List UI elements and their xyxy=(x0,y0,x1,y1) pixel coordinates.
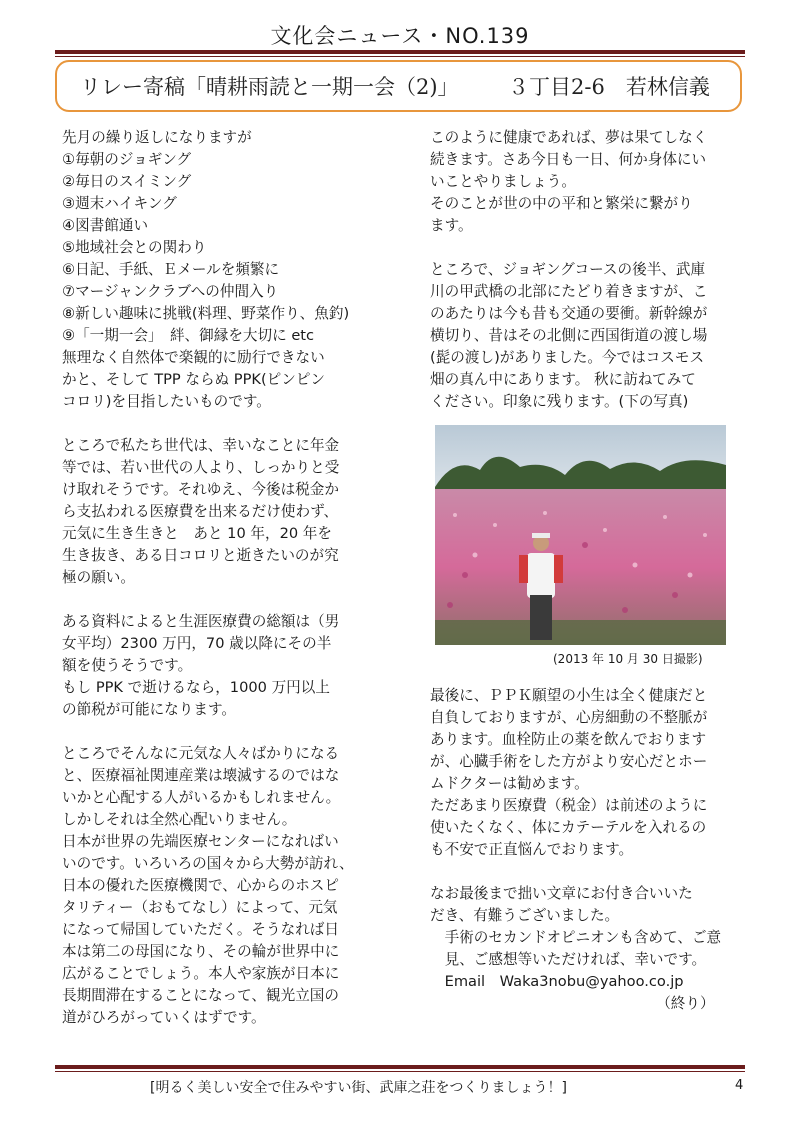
text-line: ⑤地域社会との関わり xyxy=(62,239,207,256)
text-line: ①毎朝のジョギング xyxy=(62,151,192,168)
text-line: が、心臓手術をした方がより安心だとホー xyxy=(430,753,708,770)
text-line: ⑥日記、手紙、Ｅメールを頻繁に xyxy=(62,261,280,278)
text-line: 極の願い。 xyxy=(62,569,135,586)
text-line: （終り） xyxy=(430,995,715,1012)
text-line: だき、有難うございました。 xyxy=(430,907,620,924)
text-line: ただあまり医療費（税金）は前述のように xyxy=(430,797,708,814)
text-line: も不安で正直悩んでおります。 xyxy=(430,841,634,858)
text-line: 日本が世界の先端医療センターになればい xyxy=(62,833,339,850)
text-line xyxy=(62,589,392,611)
text-line: 日本の優れた医療機関で、心からのホスピ xyxy=(62,877,339,894)
photo-image xyxy=(435,425,726,645)
text-line: 最後に、ＰＰＫ願望の小生は全く健康だと xyxy=(430,687,708,704)
text-line: 生き抜き、ある日コロリと逝きたいのが究 xyxy=(62,547,339,564)
text-line: 見、ご感想等いただければ、幸いです。 xyxy=(430,951,707,968)
text-line: 等では、若い世代の人より、しっかりと受 xyxy=(62,459,340,476)
text-line: 無理なく自然体で楽観的に励行できない xyxy=(62,349,325,366)
text-line: ③週末ハイキング xyxy=(62,195,177,212)
text-line: ます。 xyxy=(430,217,473,234)
text-line: ください。印象に残ります。(下の写真) xyxy=(430,393,689,410)
text-line: の節税が可能になります。 xyxy=(62,701,236,718)
text-line: そのことが世の中の平和と繁栄に繋がり xyxy=(430,195,693,212)
text-line: (髭の渡し)がありました。今ではコスモス xyxy=(430,349,705,366)
text-line: 額を使うそうです。 xyxy=(62,657,193,674)
right-column-top xyxy=(430,127,750,413)
text-line: 女平均）2300 万円，70 歳以降にその半 xyxy=(62,635,332,652)
text-line: 長期間滞在することになって、観光立国の xyxy=(62,987,339,1004)
text-line: になって帰国していただく。そうなれば日 xyxy=(62,921,339,938)
text-line: と、医療福祉関連産業は壊滅するのではな xyxy=(62,767,340,784)
text-line: 手術のセカンドオピニオンも含めて、ご意 xyxy=(430,929,722,946)
text-line xyxy=(430,861,750,883)
footer-rule-thin xyxy=(55,1071,745,1072)
text-line: いのです。いろいろの国々から大勢が訪れ、 xyxy=(62,855,354,872)
text-line: 続きます。さあ今日も一日、何か身体にい xyxy=(430,151,707,168)
text-line: 元気に生き生きと あと 10 年，20 年を xyxy=(62,525,332,542)
text-line: ところで私たち世代は、幸いなことに年金 xyxy=(62,437,340,454)
text-line: コロリ)を目指したいものです。 xyxy=(62,393,271,410)
photo-caption: (2013 年 10 月 30 日撮影) xyxy=(553,652,703,666)
header-rule xyxy=(55,50,745,54)
text-line: もし PPK で逝けるなら，1000 万円以上 xyxy=(62,679,330,696)
text-line: 川の甲武橋の北部にたどり着きますが、こ xyxy=(430,283,708,300)
text-line: 畑の真ん中にあります。 秋に訪ねてみて xyxy=(430,371,696,388)
text-line: 自負しておりますが、心房細動の不整脈が xyxy=(430,709,708,726)
text-line: このように健康であれば、夢は果てしなく xyxy=(430,129,708,146)
left-column xyxy=(62,127,392,1029)
right-column-bottom xyxy=(430,685,750,1015)
text-line: のあたりは今も昔も交通の要衝。新幹線が xyxy=(430,305,708,322)
text-line: Email Waka3nobu@yahoo.co.jp xyxy=(430,973,684,990)
text-line: なお最後まで拙い文章にお付き合いいた xyxy=(430,885,693,902)
text-line: ⑨「一期一会」 絆、御縁を大切に etc xyxy=(62,327,315,344)
text-line: ある資料によると生涯医療費の総額は（男 xyxy=(62,613,340,630)
text-line xyxy=(430,237,750,259)
text-line: 横切り、昔はその北側に西国街道の渡し場 xyxy=(430,327,708,344)
text-line: 先月の繰り返しになりますが xyxy=(62,129,252,146)
header-rule-thin xyxy=(55,56,745,57)
article-author: ３丁目2-6 若林信義 xyxy=(508,75,710,99)
text-line: 本は第二の母国になり、その輪が世界中に xyxy=(62,943,340,960)
text-line xyxy=(62,721,392,743)
text-line: あります。血栓防止の薬を飲んでおります xyxy=(430,731,707,748)
text-line: タリティー（おもてなし）によって、元気 xyxy=(62,899,338,916)
text-line: ムドクターは勧めます。 xyxy=(430,775,589,792)
text-line: ところでそんなに元気な人々ばかりになる xyxy=(62,745,340,762)
text-line: いことやりましょう。 xyxy=(430,173,576,190)
text-line: いかと心配する人がいるかもしれません。 xyxy=(62,789,341,806)
text-line: ⑧新しい趣味に挑戦(料理、野菜作り、魚釣) xyxy=(62,305,350,322)
newsletter-title: 文化会ニュース・NO.139 xyxy=(270,24,530,48)
page-number: 4 xyxy=(735,1078,744,1093)
text-line: 広がることでしょう。本人や家族が日本に xyxy=(62,965,340,982)
text-line: かと、そして TPP ならぬ PPK(ピンピン xyxy=(62,371,326,388)
text-line: け取れそうです。それゆえ、今後は税金か xyxy=(62,481,339,498)
footer-slogan: [明るく美しい安全で住みやすい街、武庫之荘をつくりましょう！] xyxy=(150,1080,567,1096)
cosmos-field-photo xyxy=(435,425,726,645)
text-line: 使いたくなく、体にカテーテルを入れるの xyxy=(430,819,707,836)
text-line: ら支払われる医療費を出来るだけ使わず、 xyxy=(62,503,339,520)
text-line: ところで、ジョギングコースの後半、武庫 xyxy=(430,261,706,278)
text-line: ④図書館通い xyxy=(62,217,149,234)
text-line: しかしそれは全然心配いりません。 xyxy=(62,811,297,828)
article-title: リレー寄稿「晴耕雨読と一期一会（2)」 xyxy=(80,75,459,99)
text-line: 道がひろがっていくはずです。 xyxy=(62,1009,266,1026)
text-line: ②毎日のスイミング xyxy=(62,173,192,190)
text-line: ⑦マージャンクラブへの仲間入り xyxy=(62,283,279,300)
footer-rule xyxy=(55,1065,745,1069)
text-line xyxy=(62,413,392,435)
